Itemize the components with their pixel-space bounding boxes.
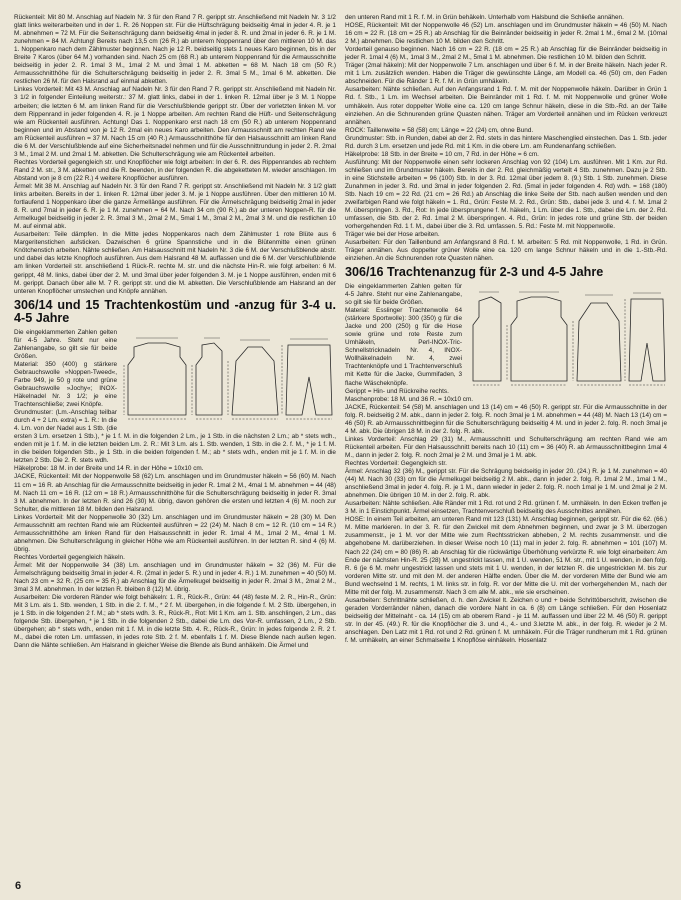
paragraph: Ärmel: Anschlag 32 (36) M., gerippt str. Für die Schrägung beidseitig in jeder 20. (24.) R. je 1 M. zunehmen = 40 (44) M. Nach 30 (33) cm für die Ärmelkugel beidseitig 2 M. abk., dann in jeder 2. folg. R. 1mal 2 M., 1mal 1 M., anschließend 3mal in jeder 4. folg. R. je 1 M., dann wieder in jeder 2. folg. R. noch 1mal je 1 M. und 2mal je 2 M. abnehmen. Die übrigen 10 M. in der 2. folg. R. abk. (345, 468, 667, 500)
paragraph: JACKE, Rückenteil: Mit der Noppenwolle 58 (62) Lm. anschlagen und im Grundmuster häkeln = 56 (60) M. Nach 11 cm = 16 R. ab Anschlag für die Armausschnitte beidseitig in jeder R. 1mal 2 M., 4mal 1 M. abnehmen = 44 (48) M. Nach 11 cm = 16 R. (12 cm = 18 R.) Armausschnitthöhe für die Schulterschrägung beidseitig in jeder R. 3mal 3 M. abnehmen. In der letzten R. sind 26 (30) M. übrig, davon gehören die ersten und letzten 4 (6) M. noch zur Schulter, die mittleren 18 M. bilden den Halsrand. (14, 473, 336, 513)
paragraph: HOSE, Rückenteil: Mit der Noppenwolle 46 (52) Lm. anschlagen und im Grundmuster häkeln = 46 (50) M. Nach 16 cm = 22 R. (18 cm = 25 R.) ab Anschlag für die Beinränder beidseitig in jeder R. 2mal 1 M., 6mal 2 M. (10mal 2 M.) abnehmen. Die restlichen 10 M. bilden den Schritt. (345, 22, 667, 46)
paragraph: Träger (2mal häkeln): Mit der Noppenwolle 7 Lm. anschlagen und über 6 f. M. in der Breite häkeln. Nach jeder R. mit 1 Lm. zusätzlich wenden. Haben die Träger die gewünschte Länge, am Modell ca. 46 (50) cm, den Faden abschneiden. Für die Ränder 1 R. f. M. in Grün umhäkeln. (345, 62, 667, 86)
paragraph: Linkes Vorderteil: Mit der Noppenwolle 30 (32) Lm. anschlagen und im Grundmuster häkeln = 28 (30) M. Den Armausschnitt am rechten Rand wie am Rückenteil ausführen = 22 (24) M. Nach 8 cm = 12 R. (10 cm = 14 R.) Armausschnitthöhe am linken Rand für den Halsausschnitt in jeder R. 1mal 4 M., 1mal 2 M., 4mal 1 M. abnehmen. Die Schulterschrägung in gleicher Höhe wie am Rückenteil ausführen. In der letzten R. sind 4 (6) M. übrig. (14, 513, 336, 553)
paragraph: Grundmuster: (Lm.-Anschlag teilbar durch 4 + 2 Lm. extra) = 1. R.: In die 4. Lm. von der Nadel aus 1 Stb. (die ersten 3 Lm. ersetzen 1 Stb.), * je 1 f. M. in die folgenden 2 Lm., je 1 Stb. in die nächsten 2 Lm.; ab * stets wdh., enden mit je 1 f. M. in die letzten beiden Lm. 2. R.: Mit 3 Lm. als 1. Stb. wenden, 1 Stb. in die 2. f. M., * je 1 f. M. in die beiden folgenden Stb., je 1 Stb. in die beiden folgenden f. M.; ab * stets wdh., enden mit je 1 f. M. in die letzten 2 Stb. Die 2. R. stets wdh. (14, 409, 336, 465)
paragraph: Maschenprobe: 18 M. und 36 R. = 10x10 cm. (345, 395, 474, 403)
paragraph: Träger wie bei der Hose arbeiten. (345, 231, 440, 239)
paragraph: Ausarbeiten: Für den Taillenbund am Anfangsrand 8 Rd. f. M. arbeiten: 5 Rd. mit Noppenwolle, 1 Rd. in Grün. Träger annähen. Aus doppelter grüner Wolle eine ca. 120 cm lange Schnur häkeln und in die 1.-Stb.-Rd. einziehen. An die Schnurenden rote Quasten nähen. (345, 239, 667, 263)
pattern-diagram-jacket-trousers (122, 331, 336, 423)
size-note: Die eingeklammerten Zahlen gelten für 4-5 Jahre. Steht nur eine Zahlenangabe, so gilt sie für beide Größen. (14, 328, 117, 360)
paragraph: Ausführung: Mit der Noppenwolle einen sehr lockeren Anschlag von 92 (104) Lm. ausführen. Mit 1 Km. zur Rd. schließen und im Grundmuster häkeln. Bereits in der 2. Rd. gleichmäßig verteilt 4 Stb. zunehmen. Dazu je 2 Stb. in eine Stichstelle arbeiten = 96 (100) Stb. In der 3. Rd. 12mal über jedem 8. (9.) Stb. 1 Stb. zunehmen. Diese Zunahmen in jeder 3. Rd. und 3mal in jeder folgenden 2. Rd. (5mal in jeder folgenden 4. Rd) wdh. = 168 (180) Stb. Nach 19 cm = 22 Rd. (21 cm = 26 Rd.) ab Anschlag die linke Seite der Stb. nach außen wenden und den zweifarbigen Rand wie folgt häkeln = 1. Rd., Grün: Feste M. 2. Rd., Grün: Stb., dabei jede 3. und 4. f. M. 1mal 2 M. überspringen. 3. Rd., Rot: In jede übersprungene f. M. häkeln, 1 Lm. über die 1. Stb., dabei die Lm. der 2. Rd. umfassen, die Stb. der 2. Rd. 1mal 2 M. überspringen. 4. Rd., Grün: In jedes rote und grüne Stb. der beiden vorhergehenden Rd. 1 f. M., dabei über die 3. Rd. umfassen. 5. Rd.: Feste M. mit Noppenwolle. (345, 158, 667, 231)
paragraph: Grundmuster: Stb. in Runden, dabei ab der 2. Rd. stets in das hintere Maschenglied einstechen. Das 1. Stb. jeder Rd. durch 3 Lm. ersetzen und jede Rd. mit 1 Km. in die obere Lm. am Rundenanfang schließen. (345, 134, 667, 150)
section-heading: 306/14 und 15 Trachtenkostüm und -anzug für 3-4 u. 4-5 Jahre (14, 297, 336, 326)
paragraph: Rechtes Vorderteil: Gegengleich str. (345, 459, 447, 467)
pattern-diagram-costume (467, 285, 667, 389)
paragraph: Ärmel: Mit 38 M. Anschlag auf Nadeln Nr. 3 für den Rand 7 R. gerippt str. Anschließend mit Nadeln Nr. 3 1/2 glatt links arbeiten. Bereits in der 1. linken R. 12mal über jeder 3. M. je 1 Noppe ausführen. Über den mittleren 10 M. fortlaufend 1 Noppenkaro über die ganze Ärmellänge ausführen. Für die Ärmelschrägung beidseitig 2mal in jeder 8. R. und 7mal in jeder 6. R. je 1 M. zunehmen = 64 M. Nach 34 cm (90 R.) ab der unteren Noppen-R. für die Armelkugel beidseitig in jeder 2. R. 3mal 3 M., 2mal 2 M., 5mal 1 M., 3mal 2 M., 2mal 3 M. und die restlichen 10 M. auf einmal abk. (14, 182, 336, 231)
paragraph: Häkelprobe: 18 M. in der Breite und 14 R. in der Höhe = 10x10 cm. (14, 465, 204, 473)
material-list: Material: 350 (400) g stärkere Gebrauchswolle »Noppen-Tweed«, Farbe 949, je 50 g rote und grüne Gebrauchswolle »Jochy«; INOX-Häkelnadel Nr. 3 1/2; je eine Trachtenschließe; zwei Knöpfe. (14, 360, 117, 409)
paragraph: Ausarbeiten: Schrittnähte schließen, d. h. den Zwickel lt. Zeichen o und + beide Schrittöberschritt, zwischen die geraden Vorderränder nähen, danach die vordere Naht in ca. 6 (8) cm Länge schließen. Für den Hosenlatz beidseitig der Mittelnaht - ca. 14 (15) cm ab oberem Rand - je 11 M. auffassen und über 22 M. 46 (50) R. gerippt str. In der 45. (49.) R. für die Knopflöcher die 3. und 4., 4.- und 3.letzte M. abk., in der folg. R. wieder je 2 M. anschlagen. Den Latz mit 1 Rd. rot und 2 Rd. grünen f. M. umhäkeln. Für die Träger rundherum mit 1 Rd. grünen f. M. umhäkeln, an einer Schmalseite 1 Knopflöse einhäkeln. Hosenlatz (345, 596, 667, 645)
material-list: Material: Esslinger Trachtenwolle 64 (stärkere Sportwolle): 300 (350) g für die Jacke und 200 (250) g für die Hose sowie grüne und rote Reste zum Umhäkeln, Perl-INOX-Tric-Schnellstricknadeln Nr. 4, INOX-Wollhäkelnadeln Nr. 4, zwei Trachtenknöpfe und 1 Trachtenverschluß mit Kette für die Jacke, Gummifaden, 3 flache Wäscheknöpfe. (345, 307, 462, 387)
paragraph: Rechtes Vorderteil gegengleich str. und Knopflöcher wie folgt arbeiten: In der 6. R. des Rippenrandes ab rechtem Rand 2 M. str., 3 M. abketten und die R. beenden, in der folgenden R. die abgeketteten M. wieder anschlagen. Im Abstand von je 8 cm (22 R.) 4 weitere Knopflöcher ausführen. (14, 158, 336, 182)
paragraph: Rückenteil: Mit 80 M. Anschlag auf Nadeln Nr. 3 für den Rand 7 R. gerippt str. Anschließend mit Nadeln Nr. 3 1/2 glatt links weiterarbeiten und in der 1. R. 26 Noppen str. Für die Hüftschrägung beidseitig 4mal in jeder 4. R. je 1 M. abnehmen = 72 M. Für die Seitenschrägung dann beidseitig 4mal in jeder 8. R. und 2mal in jeder 6. R. je 1 M. zunehmen = 84 M. Achtung! Bereits nach 13,5 cm (26 R.) ab unterem Noppenrand über den mittleren 10 M. das 1. Noppenkaro nach dem Zählmuster beginnen. Nach je 12 R. beidseitig stets 1 neues Karo beginnen, bis in der Breite 7 Karos (über 64 M.) vorhanden sind. Nach 25 cm (68 R.) ab unterem Noppenrand für die Armausschnitte beidseitig in jeder 2. R. 1mal 3 M., 1mal 2 M. und 3mal 1 M. abketten = 68 M. Nach 18 cm (50 R.) Armausschnitthöhe für die Schulterschrägung beidseitig in jeder 2. R. 3mal 5 M., 1mal 6 M. abketten. Die restlichen 26 M. für den Halsrand auf einmal abketten. (14, 14, 336, 86)
schematic-drawing (467, 285, 667, 389)
paragraph: JACKE, Rückenteil: 54 (58) M. anschlagen und 13 (14) cm = 46 (50) R. gerippt str. Für die Armausschnitte in der folg. R. beidseitig 2 M. abk., dann in jeder 2. folg. R. noch 3mal je 1 M. abnehmen = 44 (48) M. Nach 13 (14) cm = 46 (50) R. ab Armausschnittbeginn für die Schulterschrägung beidseitig 4 M. und in jeder 2. folg. R. noch 3mal je 4 M. abk. Die übrigen 18 M. in der 2. folg. R. abk. (345, 403, 667, 435)
paragraph: Ausarbeiten: Teile dämpfen. In die Mitte jedes Noppenkaros nach dem Zählmuster 1 rote Blüte aus 6 Margeritenstichen aufsticken. Dazwischen 6 grüne Spannstiche und in die Blütenmitte einen grünen Knötchenstich arbeiten. Nähte schließen. Am Halsausschnitt mit Nadeln Nr. 3 die 6 M. der Verschlußblende abstr. und dabei das letzte Knopfloch ausführen. Aus dem Halsrand 48 M. auffassen und die 6 M. der Verschlußblende am linken Vorderteil str. anschließend 1 Rück-R. rechte M. str. und die nächste Hin-R. wie folgt arbeiten: 6 M. gerippt, 48 M. links, dabei über der 2. M. und 3mal über jeder folgenden 3. M. je 1 Noppe ausführen, enden mit 6 M. gerippt. Danach über alle M. 7 R. gerippt str. und die M. abketten. Die Verschlußblende am Halsrand an der unteren Knopflöcher umstechen und Knöpfe annähen. (14, 231, 336, 295)
section-heading: 306/16 Trachtenanzug für 2-3 und 4-5 Jahre (345, 265, 604, 280)
schematic-drawing (122, 331, 336, 423)
paragraph: Ausarbeiten: Die vorderen Ränder wie folgt behäkeln: 1. R., Rück-R., Grün: 44 (48) feste M. 2. R., Hin-R., Grün: Mit 3 Lm. als 1. Stb. wenden, 1 Stb. in die 2. f. M., * 2 f. M. übergehen, in die folgende f. M. 2 Stb. übergehen, in je 1 Stb. in die folgenden 2 f. M.; ab * stets wdh. 3. R., Rück-R., Rot: Mit 1 Km. am 1. Stb. anschlingen, 2 Lm., das folgende Stb. übergehen, * je 1 Stb. in die folgenden 2 Stb., dabei die Lm. des Vor-R. umfassen, 2 Lm., 2 Stb. übergehen; ab * stets wdh., enden mit 1 f. M. in die letzte Stb. 4. R., Rück-R., Grün: In jedes folgende 2. R. 2 f. M., dabei die roten Lm. umfassen, in jedes rote Stb. 2 f. M. ebenfalls 1 f. M. Diese Blende nach außen legen. Dann die Nähte schließen. Am Halsrand in gleicher Weise die Blende als Bund anhäkeln. Die Ärmel und (14, 594, 336, 650)
paragraph: Gerippt = Hin- und Rückreihe rechts. (345, 387, 449, 395)
paragraph: Linkes Vorderteil: Mit 43 M. Anschlag auf Nadeln Nr. 3 für den Rand 7 R. gerippt str. Anschließend mit Nadeln Nr. 3 1/2 in folgender Einteilung weiterstr.: 37 M. glatt links, dabei in der 1. linken R. 12mal über je 3 M. 1 Noppe arbeiten; die letzten 6 M. am linken Rand für die Verschlußblende gerippt str. Über der vorletzten linken M. vor dem Rippenrand in jeder folgenden 4. R. je 1 Noppe arbeiten. Am rechten Rand die Hüft- und Seitenschrägung wie am Rückenteil ausführen. Achtung! Das 1. Noppenkaro erst nach 18 cm (50 R.) ab unterem Noppenrand beginnen und im Abstand von je 12 R. 2mal ein neues Karo arbeiten. Den Armausschnitt am rechten Rand wie am Rückenteil ausführen = 37 M. Nach 15 cm (40 R.) Armausschnitthöhe für den Halsausschnitt am linken Rand die 6 M. der Verschlußblende auf eine Sicherheitsnadel nehmen und für die Ausschnittrundung in jeder 2. R. 2mal 3 M., 1mal 2 M. und 2mal 1 M. abketten. Die Schulterschrägung wie am Rückenteil arbeiten. (14, 86, 336, 158)
paragraph: HOSE: In einem Teil arbeiten, am unteren Rand mit 123 (131) M. Anschlag beginnen, gerippt str. Für die 62. (66.) M. Mitte markieren. In der 3. R. für den Zwickel mit dem Abnehmen beginnen, und zwar je 3 M. überzogen zusammenstr., je 1 M. vor der Mitte wie zum Rechtsstricken abheben, 2 M. rechts zusammenstr. und die abgehobene M. darüberziehen. In dieser Weise noch 10 (11) mal in jeder 2. folg. R. abnehmen = 101 (107) M. Nach 22 (24) cm = 80 (86) R. ab Anschlag für die rückwärtige Überhöhung verkürzte R. wie folgt einarbeiten: Am Ende der nächsten Hin-R. 25 (28) M. ungestrickt lassen, mit 1 U. wenden, 51 M. str., mit 1 U. wenden, in den folg. R. 6 (je 6 M. mehr ungestrickt lassen und stets mit 1 U. wenden, in der letzten R. die ungestrickten M. bis zur vorderen Mitte str. und mit den M. der anderen Hälfte enden. Über die M. der vorderen Mitte der Bund wie am Bund wechselnd 1 M. rechts, 1 M. links str. in folg. R. vor der Mitte die U. mit der vorhergehenden M., nach der Mitte mit der folg. M. zusammenstr. Nach 3 cm alle M. abk., wie sie erscheinen. (345, 516, 667, 596)
paragraph: Ausarbeiten: Nähte schließen. Alle Ränder mit 1 Rd. rot und 2 Rd. grünen f. M. umhäkeln. In den Ecken treffen je 3 M. in 1 Einstichpunkt. Ärmel einsetzen, Trachtenverschluß beidseitig des Ausschnittes annähen. (345, 500, 667, 516)
paragraph: Vorderteil genauso beginnen. Nach 16 cm = 22 R. (18 cm = 25 R.) ab Anschlag für die Beinränder beidseitig in jeder R. 1mal 4 (6) M., 1mal 3 M., 2mal 2 M., 5mal 1 M. abnehmen. Die restlichen 10 M. bilden den Schritt. (345, 46, 667, 62)
size-note: Die eingeklammerten Zahlen gelten für 4-5 Jahre. Steht nur eine Zahlenangabe, so gilt sie für beide Größen. (345, 282, 462, 307)
right-column (345, 14, 667, 645)
paragraph: Rechtes Vorderteil gegengleich häkeln. (14, 553, 125, 561)
left-column (14, 14, 336, 651)
paragraph: Linkes Vorderteil: Anschlag 29 (31) M., Armausschnitt und Schulterschrägung am rechten Rand wie am Rückenteil arbeiten. Für den Halsausschnitt bereits nach 10 (11) cm = 36 (40) R. ab Armausschnittbeginn 1mal 4 M., dann in jeder 2. folg. R. noch 2mal je 2 M. und 3mal je 1 M. abk. (345, 435, 667, 459)
paragraph: den unteren Rand mit 1 R. f. M. in Grün behäkeln. Unterhalb vom Halsbund die Schließe annähen. (345, 14, 624, 21)
paragraph: Ärmel: Mit der Noppenwolle 34 (38) Lm. anschlagen und im Grundmuster häkeln = 32 (36) M. Für die Ärmelschrägung beidseitig 3mal in jeder 4. R. (2mal in jeder 5. R.) und in jeder 4. R.) 1 M. zunehmen = 40 (50) M. Nach 23 cm = 32 R. (25 cm = 35 R.) ab Anschlag für die Ärmelkugel beidseitig in jeder R. 2mal 3 M., 2mal 2 M., 3mal 3 M. abnehmen. In der letzten R. bleiben 8 (12) M. übrig. (14, 562, 336, 594)
paragraph: Häkelprobe: 18 Stb. in der Breite = 10 cm, 7 Rd. in der Höhe = 6 cm. (345, 150, 539, 158)
page-number: 6 (15, 880, 22, 892)
paragraph: ROCK: Taillenweite = 58 (58) cm; Länge = 22 (24) cm, ohne Bund. (345, 126, 534, 134)
paragraph: Ausarbeiten: Nähte schließen. Auf den Anfangsrand 1 Rd. f. M. mit der Noppenwolle häkeln. Darüber in Grün 1 Rd. f. Stb., 1 Lm. im Wechsel arbeiten. Die Beinränder mit 1 Rd. f. M. mit Noppenwolle und grüner Wolle umhäkeln. Aus roter doppelter Wolle eine ca. 120 cm lange Schnur häkeln, diese in die Stb.-Rd. an der Taille einziehen. An die Schnurenden grüne Quasten nähen. Träger am Vorderteil annähen und im Rücken verkreuzt annähen. (345, 86, 667, 126)
